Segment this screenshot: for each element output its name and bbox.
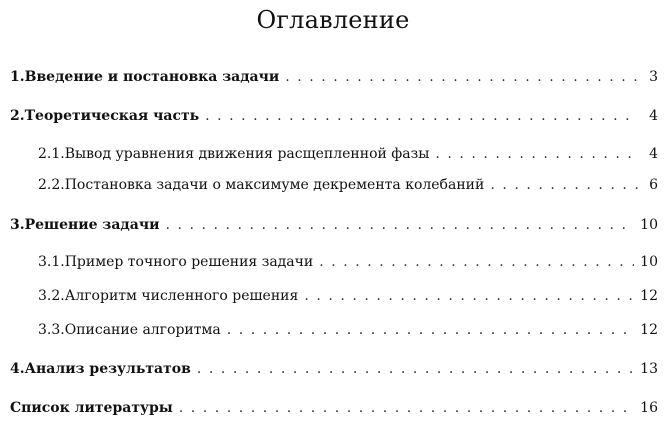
toc-entry-page: 4 <box>649 146 658 162</box>
toc-entry-number: 1. <box>10 69 25 85</box>
toc-entry-label: Список литературы <box>10 400 173 416</box>
toc-entry-solution[interactable] <box>10 217 658 237</box>
toc-entry-page: 6 <box>649 177 658 193</box>
toc-entry-label: Теоретическая часть <box>24 108 200 124</box>
toc-entry-label: Описание алгоритма <box>64 322 221 338</box>
toc-entry-label: Пример точного решения задачи <box>64 254 314 270</box>
toc-leader-dots <box>179 400 634 416</box>
toc-leader-dots <box>490 177 638 193</box>
toc-leader-dots <box>165 217 634 233</box>
toc-entry-page: 12 <box>640 288 658 304</box>
toc-entry-label: Вывод уравнения движения расщепленной фазы <box>64 146 430 162</box>
toc-entry-number: 4. <box>10 361 25 377</box>
toc-entry-problem-statement[interactable] <box>38 177 658 197</box>
toc-entry-page: 4 <box>649 108 658 124</box>
toc-entry-number: 3. <box>10 217 25 233</box>
toc-entry-number: 3.1. <box>38 254 65 270</box>
toc-entry-exact-solution[interactable] <box>38 254 658 274</box>
toc-entry-number: 3.3. <box>38 322 65 338</box>
toc-entry-numeric-algorithm[interactable] <box>38 288 658 308</box>
toc-entry-page: 10 <box>640 254 658 270</box>
toc-entry-theory[interactable] <box>10 108 658 128</box>
toc-entry-label: Постановка задачи о максимуме декремента колебаний <box>64 177 485 193</box>
toc-entry-label: Алгоритм численного решения <box>64 288 299 304</box>
toc-entry-page: 3 <box>649 69 658 85</box>
toc-leader-dots <box>304 288 634 304</box>
toc-leader-dots <box>319 254 634 270</box>
toc-leader-dots <box>435 146 638 162</box>
toc-entry-label: Введение и постановка задачи <box>24 69 280 85</box>
toc-entry-page: 13 <box>640 361 658 377</box>
toc-entry-results-analysis[interactable] <box>10 361 658 381</box>
toc-entry-derivation[interactable] <box>38 146 658 166</box>
toc-entry-number: 2. <box>10 108 25 124</box>
toc-entry-page: 12 <box>640 322 658 338</box>
toc-leader-dots <box>197 361 634 377</box>
toc-entry-number: 2.1. <box>38 146 65 162</box>
toc-entry-number: 3.2. <box>38 288 65 304</box>
toc-entry-algorithm-description[interactable] <box>38 322 658 342</box>
toc-entry-references[interactable] <box>10 400 658 420</box>
toc-leader-dots <box>205 108 638 124</box>
page-title: Оглавление <box>256 6 410 34</box>
toc-entry-number: 2.2. <box>38 177 65 193</box>
toc-leader-dots <box>285 69 638 85</box>
toc-entry-label: Решение задачи <box>24 217 160 233</box>
toc-entry-page: 16 <box>640 400 658 416</box>
toc-entry-page: 10 <box>640 217 658 233</box>
toc-leader-dots <box>227 322 634 338</box>
toc-entry-label: Анализ результатов <box>24 361 191 377</box>
toc-entry-introduction[interactable] <box>10 69 658 89</box>
